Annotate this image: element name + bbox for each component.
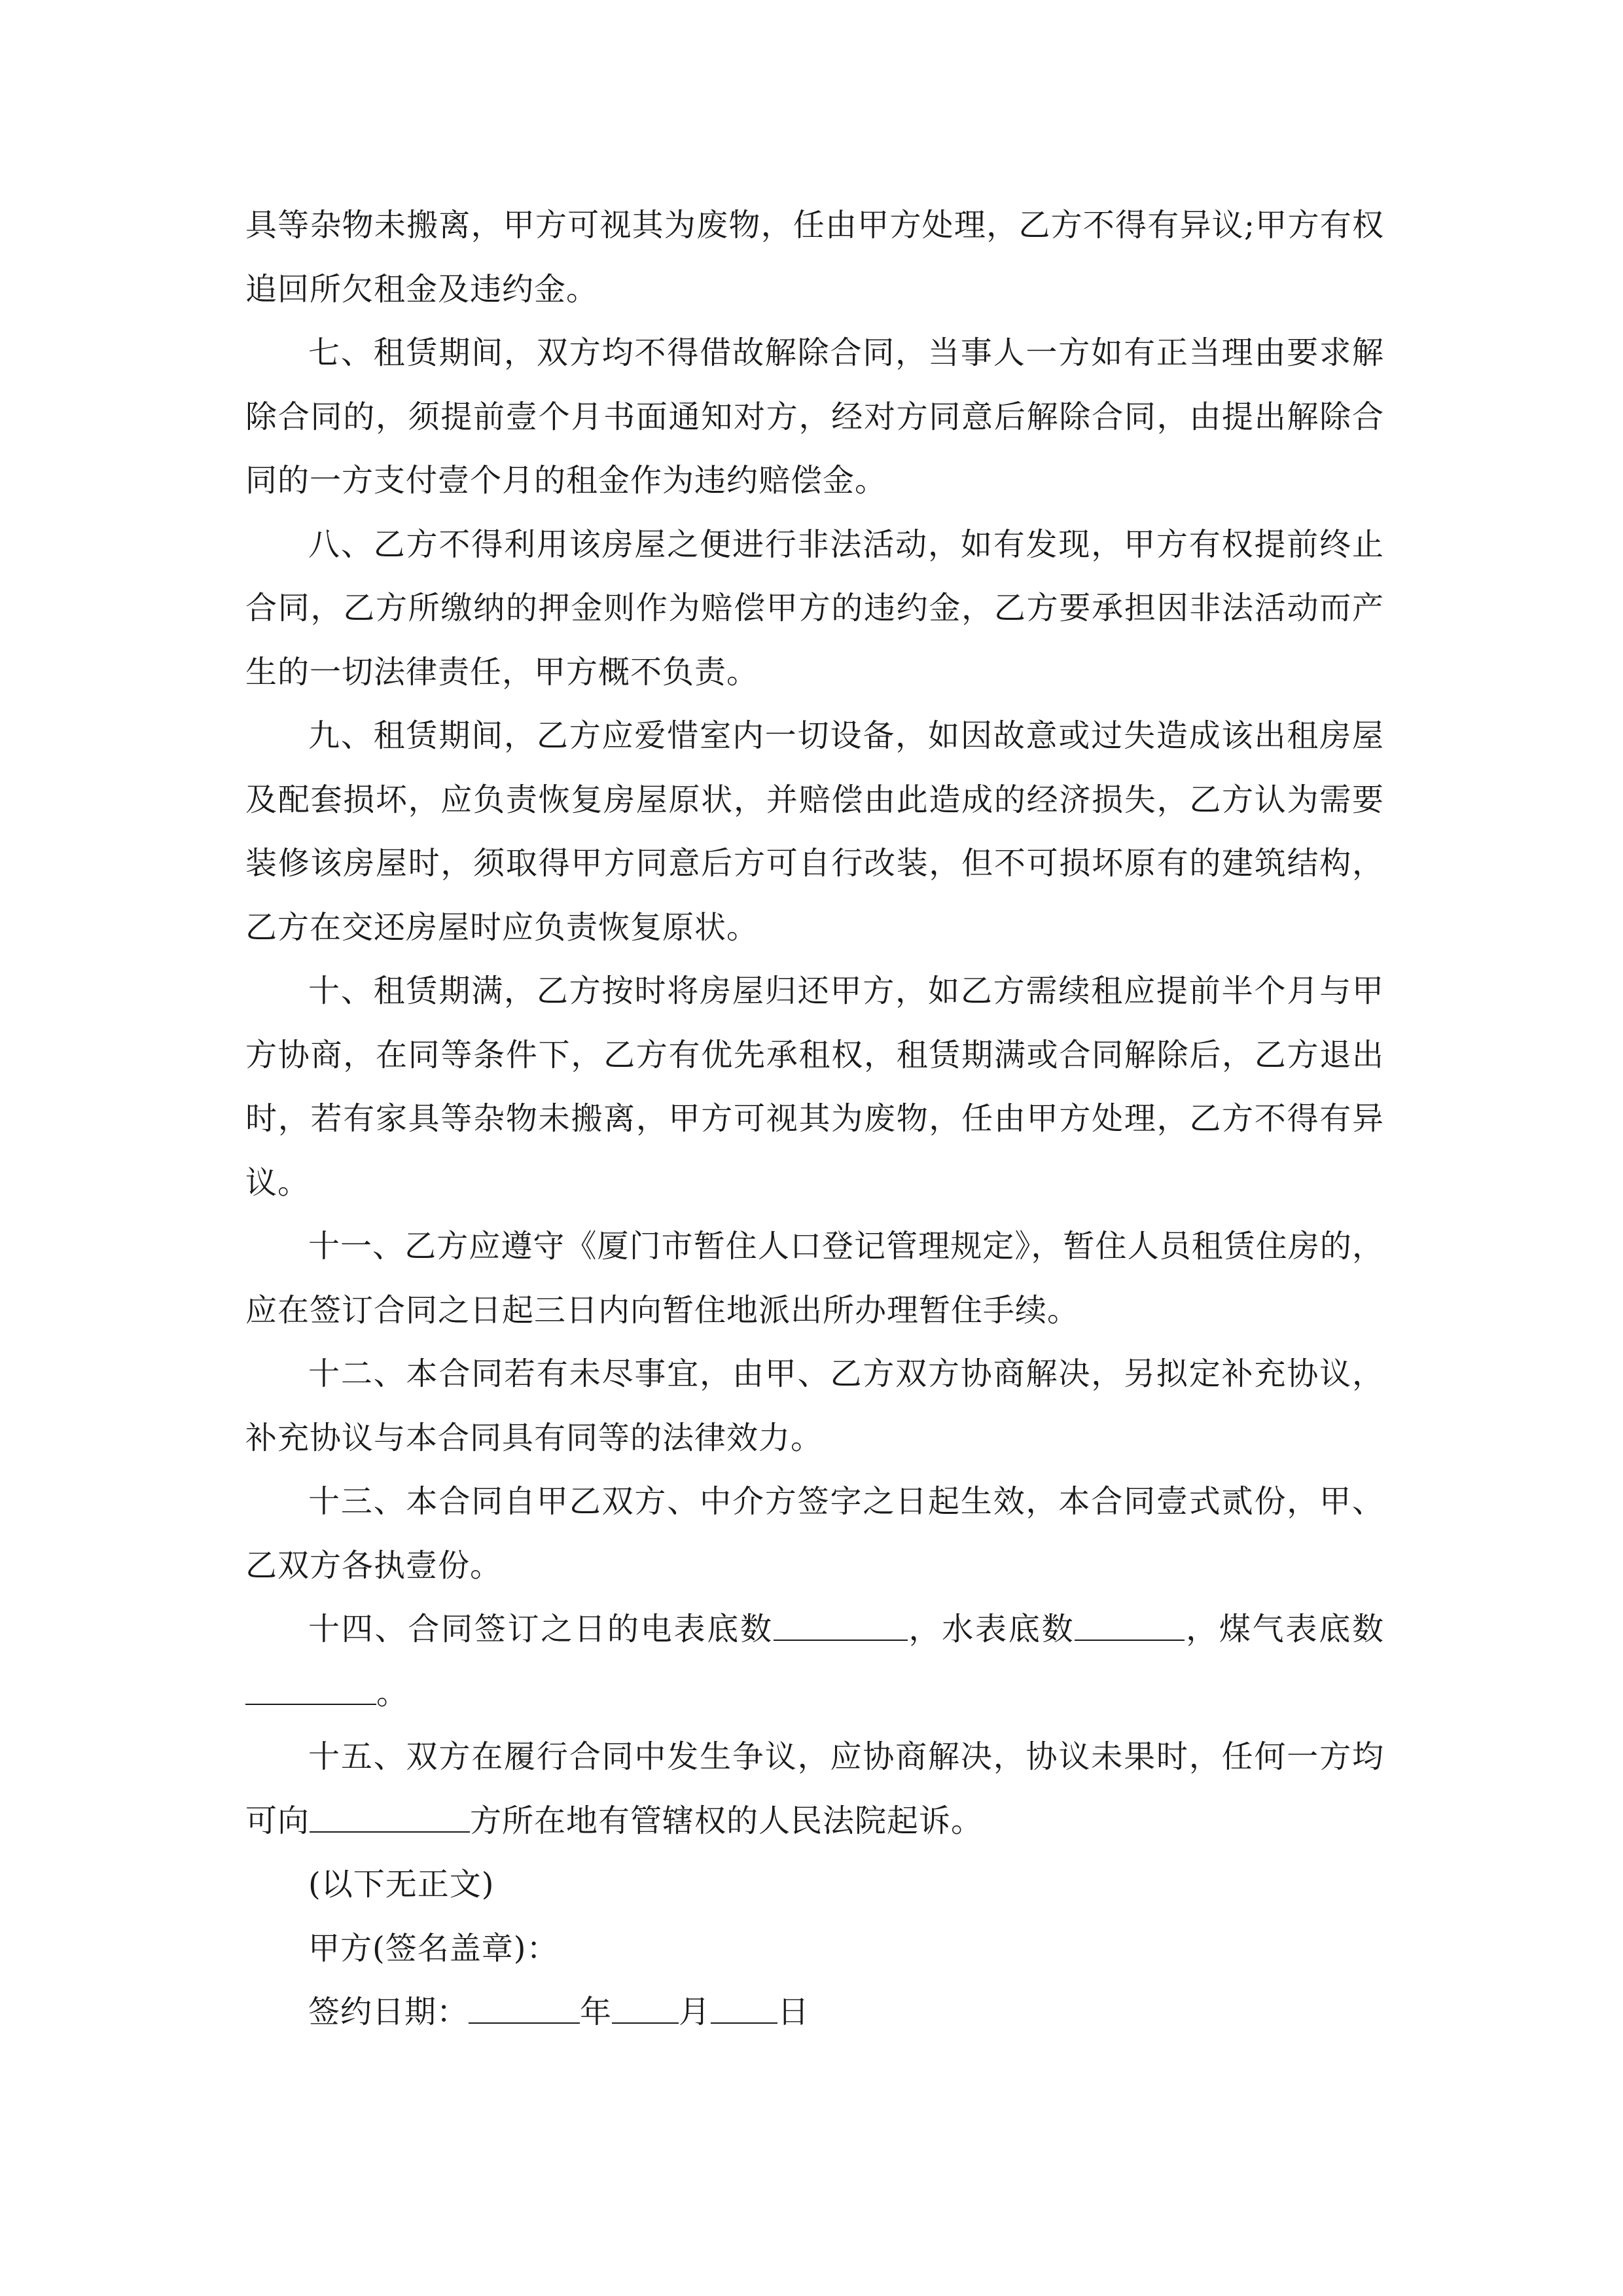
year-blank	[469, 1994, 580, 2024]
day-blank	[711, 1994, 777, 2024]
clause-14-text-4: 。	[376, 1674, 409, 1712]
clause-14-text-2: ，水表底数	[907, 1611, 1075, 1647]
continuation-line-2: 权追回所欠租金及违约金。	[245, 207, 1384, 308]
clause-7: 七、租赁期间，双方均不得借故解除合同，当事人一方如有正当理由要求解除合同的，须提前壹个月书面通知对方，经对方同意后解除合同，由提出解除合同的一方支付壹个月的租金作为违约赔偿金。	[245, 334, 1384, 499]
clause-14	[245, 1598, 1384, 1725]
clause-8: 八、乙方不得利用该房屋之便进行非法活动，如有发现，甲方有权提前终止合同，乙方所缴纳的押金则作为赔偿甲方的违约金，乙方要承担因非法活动而产生的一切法律责任，甲方概不负责。	[245, 526, 1384, 691]
clause-14-text-3: ，煤气表底数	[1185, 1611, 1384, 1647]
clause-12: 十二、本合同若有未尽事宜，由甲、乙方双方协商解决，另拟定补充协议，补充协议与本合同具有同等的法律效力。	[245, 1355, 1384, 1456]
end-of-text-note: (以下无正文)	[308, 1866, 495, 1903]
clause-15	[245, 1725, 1384, 1853]
continuation-paragraph	[245, 194, 1384, 321]
clause-14-text-1: 十四、合同签订之日的电表底数	[308, 1611, 774, 1647]
clause-15-text-2: 方所在地有管辖权的人民法院起诉。	[470, 1802, 984, 1839]
gas-meter-blank	[245, 1676, 376, 1705]
electric-meter-blank	[774, 1611, 908, 1641]
court-location-blank	[310, 1803, 470, 1833]
month-blank	[612, 1994, 679, 2024]
contract-page	[245, 194, 1384, 2045]
sign-date-label: 签约日期：	[308, 1994, 469, 2030]
continuation-line-1: 具等杂物未搬离，甲方可视其为废物，任由甲方处理，乙方不得有异议;甲方有	[245, 207, 1352, 243]
clause-15-text-1: 十五、双方在履行合同中发生争议，应协商解决，协议未果时，任何一方均可向	[245, 1738, 1384, 1839]
clause-10: 十、租赁期满，乙方按时将房屋归还甲方，如乙方需续租应提前半个月与甲方协商，在同等条件下，乙方有优先承租权，租赁期满或合同解除后，乙方退出时，若有家具等杂物未搬离，甲方可视其为废物，任由甲方处理，乙方不得有异议。	[245, 973, 1384, 1201]
water-meter-blank	[1075, 1611, 1185, 1641]
month-label: 月	[679, 1994, 711, 2030]
year-label: 年	[580, 1994, 613, 2030]
day-label: 日	[777, 1994, 810, 2030]
sign-date-line	[245, 1981, 1384, 2045]
clause-9: 九、租赁期间，乙方应爱惜室内一切设备，如因故意或过失造成该出租房屋及配套损坏，应负责恢复房屋原状，并赔偿由此造成的经济损失，乙方认为需要装修该房屋时，须取得甲方同意后方可自行改装，但不可损坏原有的建筑结构，乙方在交还房屋时应负责恢复原状。	[245, 717, 1384, 946]
party-a-signature-line: 甲方(签名盖章)：	[308, 1929, 559, 1967]
clause-11: 十一、乙方应遵守《厦门市暂住人口登记管理规定》，暂住人员租赁住房的，应在签订合同之日起三日内向暂住地派出所办理暂住手续。	[245, 1228, 1384, 1329]
clause-13: 十三、本合同自甲乙双方、中介方签字之日起生效，本合同壹式贰份，甲、乙双方各执壹份。	[245, 1483, 1384, 1584]
